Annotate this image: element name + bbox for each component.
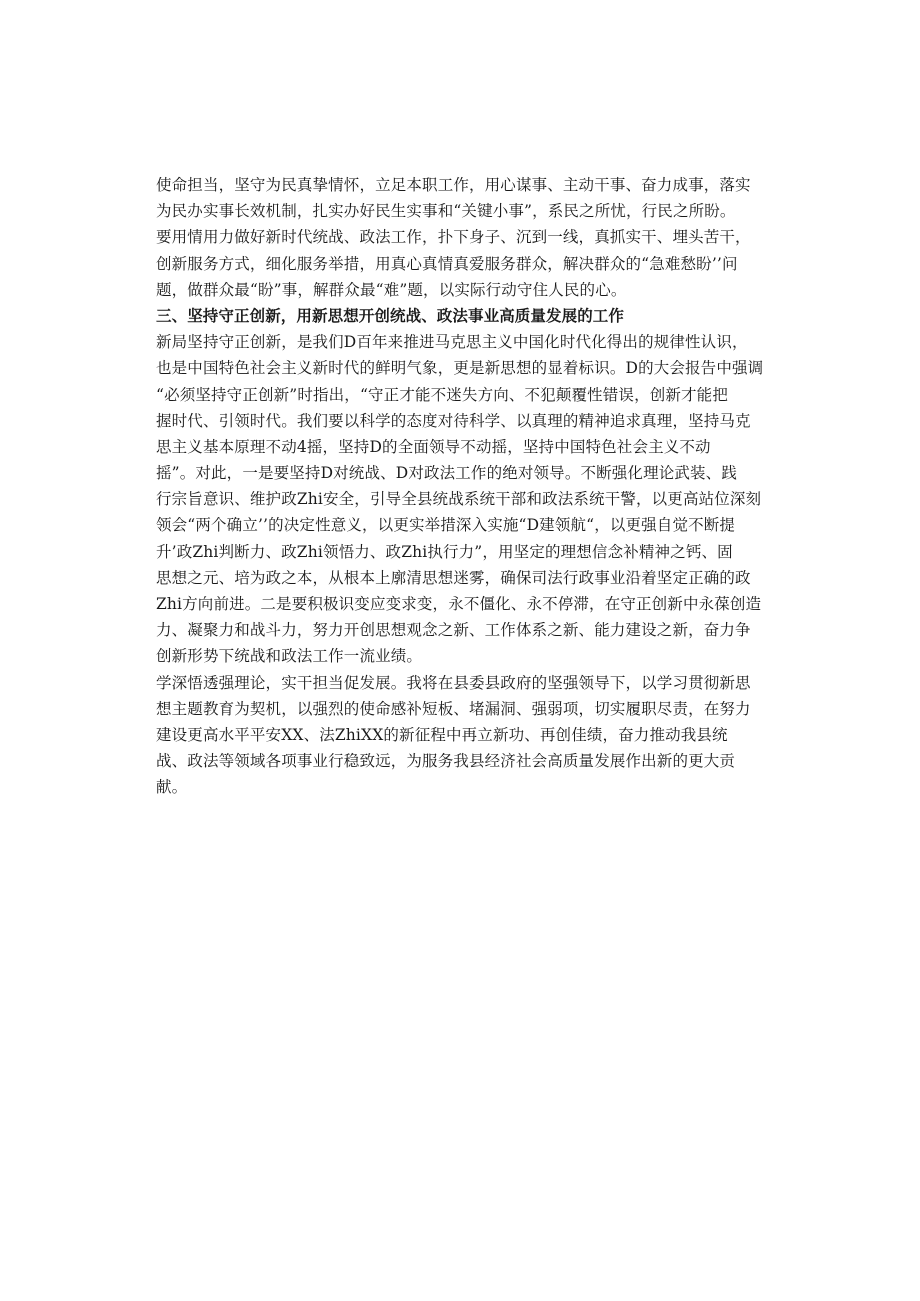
text-line: 摇”。对此，一是要坚持D对统战、D对政法工作的绝对领导。不断强化理论武装、践 <box>156 464 737 483</box>
text-line: 建设更高水平平安XX、法ZhiXX的新征程中再立新功、再创佳绩，奋力推动我县统 <box>156 725 728 744</box>
text-line: 握时代、引领时代。我们要以科学的态度对待科学、以真理的精神追求真理，坚持马克 <box>156 411 751 430</box>
text-line: 领会“两个确立’’的决定性意义，以更实举措深入实施“D建领航“，以更强自觉不断提 <box>156 516 736 535</box>
text-line: 要用情用力做好新时代统战、政法工作，扑下身子、沉到一线，真抓实干、埋头苦干， <box>156 228 751 247</box>
text-line: 学深悟透强理论，实干担当促发展。我将在县委县政府的坚强领导下，以学习贯彻新思 <box>156 673 751 692</box>
text-line: 使命担当，坚守为民真挚情怀，立足本职工作，用心谋事、主动干事、奋力成事，落实 <box>156 176 751 194</box>
text-line: 新局坚持守正创新，是我们D百年来推进马克思主义中国化时代化得出的规律性认识， <box>156 333 748 352</box>
paragraph-1 <box>156 172 768 303</box>
text-line: 思想之元、培为政之本，从根本上廓清思想迷雾，确保司法行政事业沿着坚定正确的政 <box>156 568 751 587</box>
section-heading-3: 三、坚持守正创新，用新思想开创统战、政法事业高质量发展的工作 <box>156 306 625 325</box>
text-line: 也是中国特色社会主义新时代的鲜明气象，更是新思想的显着标识。D的大会报告中强调 <box>156 359 764 378</box>
text-line: 创新服务方式，细化服务举措，用真心真情真爱服务群众，解决群众的“急难愁盼’’问 <box>156 254 738 273</box>
text-line: 献。 <box>156 778 188 797</box>
text-line: 思主义基本原理不动4摇，坚持D的全面领导不动摇，坚持中国特色社会主义不动 <box>156 437 711 456</box>
text-line: 行宗旨意识、维护政Zhi安全，引导全县统战系统干部和政法系统干警，以更高站位深刻 <box>156 490 762 509</box>
text-line: 升’政Zhi判断力、政Zhi领悟力、政Zhi执行力”，用坚定的理想信念补精神之钙、固 <box>156 542 733 561</box>
text-line: 为民办实事长效机制，扎实办好民生实事和“关键小事”，系民之所忧，行民之所盼。 <box>156 202 736 221</box>
text-line: 战、政法等领域各项事业行稳致远，为服务我县经济社会高质量发展作出新的更大贡 <box>156 752 736 771</box>
document-body <box>156 172 768 801</box>
text-line: 创新形势下统战和政法工作一流业绩。 <box>156 647 423 666</box>
text-line: Zhi方向前进。二是要积极识变应变求变，永不僵化、永不停滞，在守正创新中永葆创造 <box>156 595 762 613</box>
text-line: 力、凝聚力和战斗力，努力开创思想观念之新、工作体系之新、能力建设之新，奋力争 <box>156 621 751 640</box>
paragraph-3 <box>156 670 768 801</box>
text-line: 题，做群众最“盼”事，解群众最“难”题，以实际行动守住人民的心。 <box>156 280 627 299</box>
paragraph-2 <box>156 329 768 669</box>
text-line: “必须坚持守正创新”时指出，“守正才能不迷失方向、不犯颠覆性错误，创新才能把 <box>156 385 728 404</box>
text-line: 想主题教育为契机，以强烈的使命感补短板、堵漏洞、强弱项，切实履职尽责，在努力 <box>156 699 751 718</box>
